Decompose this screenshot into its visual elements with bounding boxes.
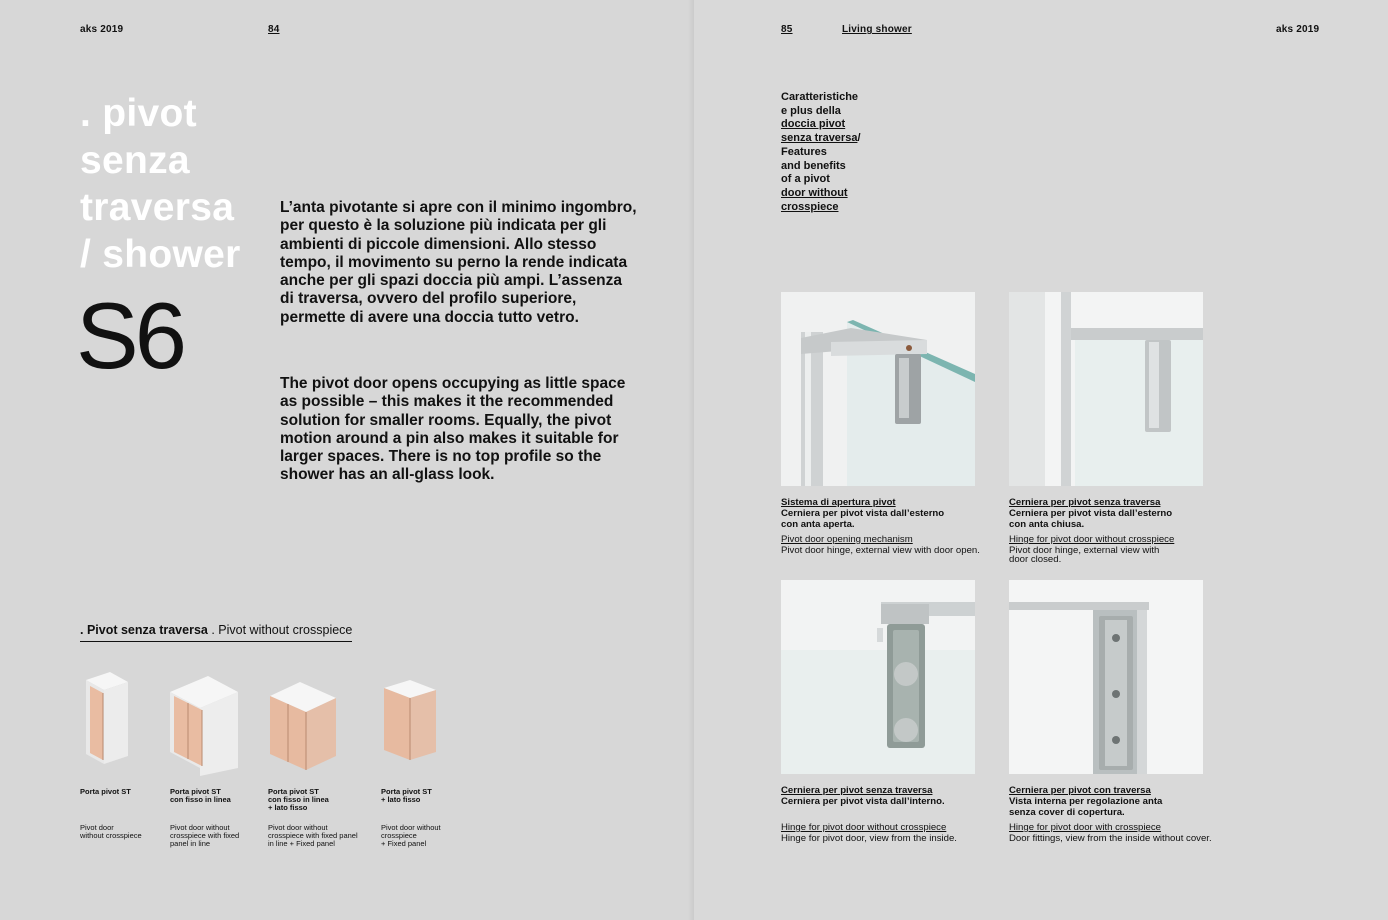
product-desc-line: Pivot door without xyxy=(170,823,230,832)
title-line: / shower xyxy=(80,233,241,276)
features-line: doccia pivot xyxy=(781,118,846,131)
caption-desc-en: Pivot door hinge, external view with door open. xyxy=(781,545,980,556)
product-name-line: con fisso in linea xyxy=(170,795,231,804)
caption-desc-it: Cerniera per pivot vista dall’interno. xyxy=(781,796,945,807)
caption-title-en: Pivot door opening mechanism xyxy=(781,534,913,545)
photo-caption xyxy=(1009,785,1223,844)
product-description xyxy=(80,824,170,840)
caption-title-it: Cerniera per pivot con traversa xyxy=(1009,785,1151,796)
product-desc-line: crosspiece with fixed panel xyxy=(268,831,358,840)
title-line: . pivot xyxy=(80,92,197,135)
model-code: S6 xyxy=(76,283,183,388)
product-name xyxy=(170,788,250,804)
features-line: e plus della xyxy=(781,104,841,117)
section-link[interactable]: Living shower xyxy=(842,24,912,35)
features-line: and benefits xyxy=(781,159,846,172)
product-desc-line: panel in line xyxy=(170,839,211,848)
product-desc-line: + Fixed panel xyxy=(381,839,427,848)
product-name xyxy=(268,788,348,812)
features-line: Features xyxy=(781,145,827,158)
caption-title-it: Cerniera per pivot senza traversa xyxy=(781,785,933,796)
product-desc-line: crosspiece xyxy=(381,831,417,840)
intro-english: The pivot door opens occupying as little space as possible – this makes it the recommended solution for smaller rooms. Equally, the pivot motion around a pin also makes it suitable for larger spaces. There is no top profile so the shower has an all-glass look. xyxy=(280,375,626,484)
product-diagram-door-inline xyxy=(168,672,240,776)
product-name-line: + lato fisso xyxy=(268,803,308,812)
photo-caption xyxy=(781,497,995,556)
features-line: Caratteristiche xyxy=(781,91,859,103)
product-desc-line: crosspiece with fixed xyxy=(170,831,240,840)
section-heading xyxy=(80,623,352,642)
caption-title-it: Cerniera per pivot senza traversa xyxy=(1009,497,1161,508)
hinge-photo-inside xyxy=(781,580,975,774)
intro-italian: L’anta pivotante si apre con il minimo ingombro, per questo è la soluzione più indicata per gli ambienti di piccole dimensioni. Allo stesso tempo, il movimento su perno la rende indicata anche per gli spazi doccia più ampi. L’assenza di traversa, ovvero del profilo superiore, permette di avere una doccia tutto vetro. xyxy=(280,199,637,326)
product-name-line: + lato fisso xyxy=(381,795,421,804)
product-diagram-door xyxy=(80,672,130,772)
product-name-line: Porta pivot ST xyxy=(170,787,221,796)
photo-caption xyxy=(1009,497,1223,565)
features-line: senza traversa/ xyxy=(781,132,861,145)
hinge-photo-open xyxy=(781,292,975,486)
caption-title-en: Hinge for pivot door without crosspiece xyxy=(1009,534,1175,545)
section-heading-it: . Pivot senza traversa xyxy=(80,623,208,637)
product-name-line: Porta pivot ST xyxy=(80,787,131,796)
page-number[interactable]: 85 xyxy=(781,24,793,35)
caption-desc-en: Hinge for pivot door, view from the inside. xyxy=(781,833,957,844)
caption-desc-it: Cerniera per pivot vista dall’esterno xyxy=(781,508,945,519)
photo-caption xyxy=(781,785,995,844)
section-heading-en: . Pivot without crosspiece xyxy=(211,623,353,637)
product-description xyxy=(268,824,358,848)
caption-desc-it: con anta chiusa. xyxy=(1009,519,1085,530)
product-diagram-door-fixed xyxy=(380,672,440,772)
features-line: door without xyxy=(781,186,848,199)
product-desc-line: without crosspiece xyxy=(80,831,142,840)
product-description xyxy=(170,824,260,848)
product-name-line: con fisso in linea xyxy=(268,795,329,804)
caption-desc-en: Door fittings, view from the inside without cover. xyxy=(1009,833,1212,844)
caption-desc-it: Vista interna per regolazione anta xyxy=(1009,796,1163,807)
product-diagram-door-inline-fixed xyxy=(268,672,340,776)
caption-desc-it: con anta aperta. xyxy=(781,519,855,530)
features-line: of a pivot xyxy=(781,173,830,186)
caption-desc-en: door closed. xyxy=(1009,554,1062,565)
caption-desc-it: senza cover di copertura. xyxy=(1009,807,1125,818)
caption-title-en: Hinge for pivot door without crosspiece xyxy=(781,822,947,833)
product-name xyxy=(381,788,461,804)
caption-desc-en: Pivot door hinge, external view with xyxy=(1009,545,1160,556)
caption-desc-it: Cerniera per pivot vista dall’esterno xyxy=(1009,508,1173,519)
features-heading xyxy=(781,91,891,214)
product-name-line: Porta pivot ST xyxy=(381,787,432,796)
product-desc-line: Pivot door xyxy=(80,823,114,832)
page-title xyxy=(80,90,280,278)
product-desc-line: in line + Fixed panel xyxy=(268,839,335,848)
page-number[interactable]: 84 xyxy=(268,24,280,35)
product-description xyxy=(381,824,471,848)
features-line: crosspiece xyxy=(781,200,839,213)
title-line: senza xyxy=(80,139,190,182)
brand-label: aks 2019 xyxy=(1276,24,1320,35)
product-desc-line: Pivot door without xyxy=(381,823,441,832)
brand-label: aks 2019 xyxy=(80,24,124,35)
product-desc-line: Pivot door without xyxy=(268,823,328,832)
product-name-line: Porta pivot ST xyxy=(268,787,319,796)
product-name xyxy=(80,788,160,796)
title-line: traversa xyxy=(80,186,235,229)
caption-title-en: Hinge for pivot door with crosspiece xyxy=(1009,822,1161,833)
hinge-photo-crosspiece xyxy=(1009,580,1203,774)
hinge-photo-closed xyxy=(1009,292,1203,486)
caption-title-it: Sistema di apertura pivot xyxy=(781,497,896,508)
